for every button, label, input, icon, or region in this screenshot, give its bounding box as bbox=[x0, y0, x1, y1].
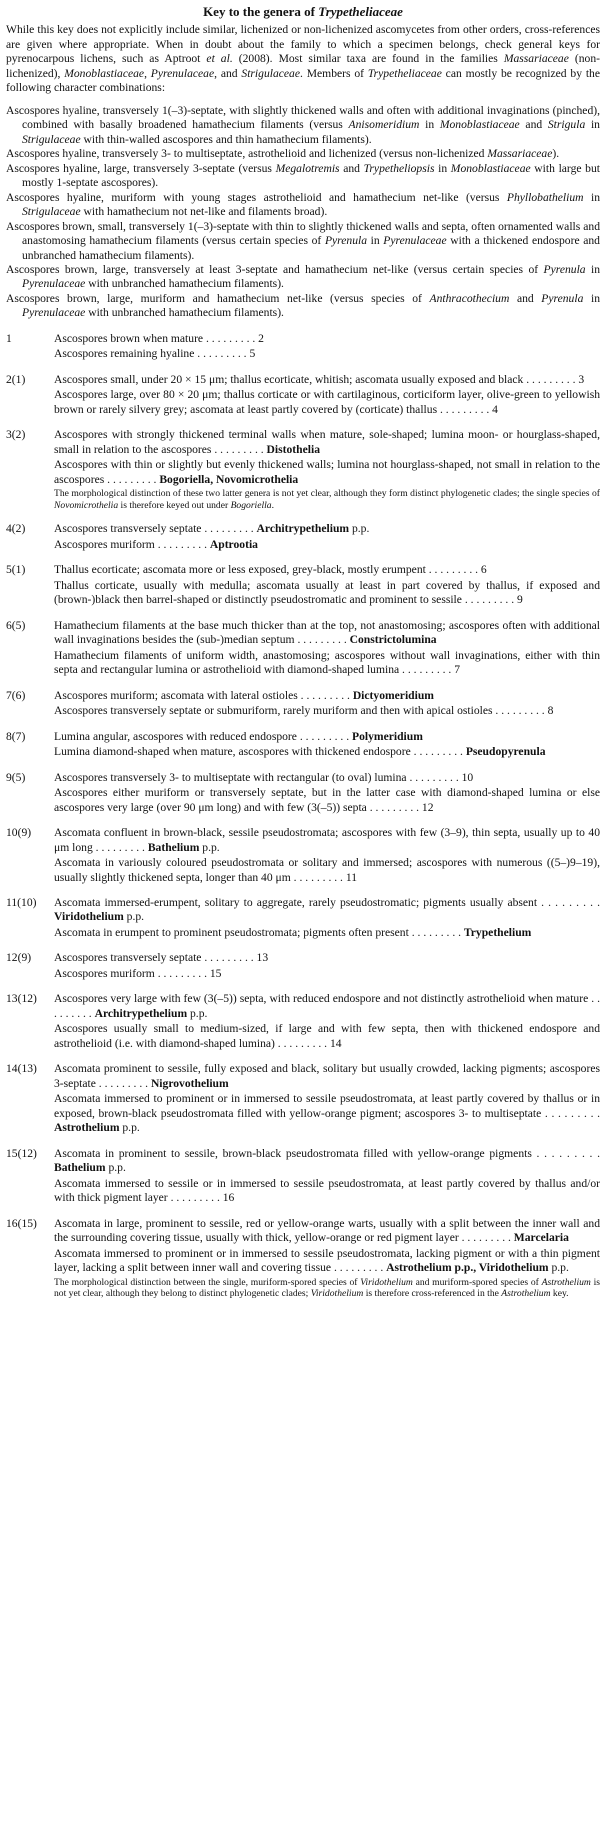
couplet-leads bbox=[54, 1062, 600, 1135]
leader-dots: . . . . . . . . . bbox=[107, 472, 160, 486]
key-couplet bbox=[6, 951, 600, 981]
couplet-leads bbox=[54, 332, 600, 362]
key-lead bbox=[54, 332, 600, 346]
leader-dots: . . . . . . . . . bbox=[300, 688, 353, 702]
lead-destination: Bogoriella, Novomicrothelia bbox=[159, 472, 299, 486]
lead-destination: Dictyomeridium bbox=[352, 688, 434, 702]
key-lead bbox=[54, 704, 600, 718]
lead-suffix: p.p. bbox=[123, 910, 145, 924]
lead-suffix: p.p. bbox=[187, 1006, 208, 1020]
key-couplet bbox=[6, 1062, 600, 1135]
key-couplet bbox=[6, 730, 600, 760]
couplet-leads bbox=[54, 1217, 600, 1300]
couplet-number: 4(2) bbox=[6, 522, 26, 536]
lead-text: Ascospores muriform; ascomata with lateral ostioles bbox=[54, 688, 298, 702]
key-lead bbox=[54, 1147, 600, 1176]
lead-text: Ascospores transversely 3- to multiseptate with rectangular (to oval) lumina bbox=[54, 770, 407, 784]
key-couplet bbox=[6, 428, 600, 511]
lead-suffix: p.p. bbox=[119, 1121, 140, 1135]
key-note: The morphological distinction of these two latter genera is not yet clear, although they form distinct phylogenetic clades; the single species of Novomicrothelia is therefore keyed out under Bogoriella. bbox=[54, 488, 600, 511]
lead-destination: 4 bbox=[492, 402, 498, 416]
lead-destination: 7 bbox=[454, 663, 461, 677]
combination-item: Ascospores hyaline, large, transversely 3-septate (versus Megalotremis and Trypetheliopsis in Monoblastiaceae with large but mostly 1-septate ascospores). bbox=[6, 161, 600, 190]
couplet-number: 1 bbox=[6, 331, 12, 345]
lead-destination: 9 bbox=[517, 593, 523, 607]
couplet-number: 9(5) bbox=[6, 770, 26, 784]
leader-dots: . . . . . . . . . bbox=[541, 895, 600, 909]
lead-text: Ascospores very large with few (3(–5)) septa, with reduced endospore and not distinctly astrothelioid when mature bbox=[54, 992, 589, 1006]
couplet-leads bbox=[54, 1147, 600, 1206]
couplet-number: 16(15) bbox=[6, 1216, 37, 1230]
key-lead bbox=[54, 522, 600, 536]
lead-destination: Trypethelium bbox=[463, 925, 532, 939]
lead-destination: Architrypethelium bbox=[256, 522, 350, 536]
leader-dots: . . . . . . . . . bbox=[157, 966, 210, 980]
leader-dots: . . . . . . . . . bbox=[413, 745, 466, 759]
lead-destination: 16 bbox=[222, 1191, 235, 1205]
lead-text: Ascomata immersed-erumpent, solitary to aggregate, rarely pseudostromatic; pigments usually absent bbox=[54, 895, 538, 909]
key-lead bbox=[54, 458, 600, 487]
key-lead bbox=[54, 1247, 600, 1276]
leader-dots: . . . . . . . . . bbox=[299, 729, 353, 743]
key-lead bbox=[54, 1092, 600, 1135]
lead-text: Ascospores usually small to medium-sized, if large and with few septa, then with thickened endospore and astrothelioid (i.e. with diamond-shaped lumina) bbox=[54, 1022, 600, 1050]
combination-item: Ascospores hyaline, transversely 1(–3)-septate, with slightly thickened walls and often with additional invaginations (pinched), combined with basally broadened hamathecium filaments (versus Anisomeridium in Monoblastiaceae and Strigula in Strigulaceae with thin-walled ascospores and thin hamathecium filaments). bbox=[6, 103, 600, 146]
leader-dots: . . . . . . . . . bbox=[402, 663, 455, 677]
lead-text: Ascospores transversely septate bbox=[54, 522, 202, 536]
key-couplet bbox=[6, 689, 600, 719]
lead-destination: Astrothelium p.p., Viridothelium bbox=[386, 1261, 549, 1275]
couplet-number: 14(13) bbox=[6, 1062, 37, 1076]
leader-dots: . . . . . . . . . bbox=[461, 1231, 514, 1245]
leader-dots: . . . . . . . . . bbox=[411, 925, 464, 939]
lead-destination: 6 bbox=[480, 563, 487, 577]
leader-dots: . . . . . . . . . bbox=[204, 522, 257, 536]
lead-destination: Aptrootia bbox=[209, 537, 258, 551]
lead-text: Ascomata in large, prominent to sessile, red or yellow-orange warts, usually with a split between the inner wall and the surrounding covering tissue, usually with thick, yellow-orange or red pigment layer bbox=[54, 1216, 600, 1245]
lead-text: Thallus corticate, usually with medulla; ascomata usually at least in part covered by thallus, if exposed and (brown-)black then barrel-shaped or distinctly pseudostromatic and prominent to sessile bbox=[54, 578, 600, 607]
key-lead bbox=[54, 896, 600, 925]
lead-text: Ascospores transversely septate bbox=[54, 951, 202, 965]
key-lead bbox=[54, 1217, 600, 1246]
lead-text: Ascomata in variously coloured pseudostromata or solitary and immersed; ascospores with numerous ((5–)9–19), usually slightly thickened septa, longer than 40 μm bbox=[54, 856, 600, 884]
lead-destination: Polymeridium bbox=[352, 729, 423, 743]
key-couplet bbox=[6, 826, 600, 885]
leader-dots: . . . . . . . . . bbox=[204, 951, 257, 965]
lead-destination: 8 bbox=[547, 704, 554, 718]
leader-dots: . . . . . . . . . bbox=[428, 563, 481, 577]
lead-text: Ascomata in prominent to sessile, brown-black pseudostromata filled with yellow-orange pigments bbox=[54, 1146, 532, 1160]
key-couplet bbox=[6, 896, 600, 940]
lead-suffix: p.p. bbox=[105, 1161, 126, 1175]
key-lead bbox=[54, 967, 600, 981]
leader-dots: . . . . . . . . . bbox=[464, 593, 518, 607]
couplet-leads bbox=[54, 428, 600, 511]
key-couplet bbox=[6, 1147, 600, 1206]
key-lead bbox=[54, 730, 600, 744]
leader-dots: . . . . . . . . . bbox=[495, 704, 548, 718]
lead-destination: 3 bbox=[578, 372, 585, 386]
lead-text: Ascomata immersed to prominent or in immersed to sessile pseudostromata, at least partly covered by thallus or in exposed, brown-black pseudostromata filled with yellow-orange pigment; ascospores 3- to multiseptate bbox=[54, 1092, 600, 1120]
key-couplet bbox=[6, 771, 600, 815]
lead-text: Ascomata immersed to prominent or in immersed to sessile pseudostromata, lacking pigment or with a thin pigment layer, lacking a split between inner wall and covering tissue bbox=[54, 1246, 600, 1275]
lead-destination: 11 bbox=[345, 870, 358, 884]
key-couplet bbox=[6, 992, 600, 1051]
leader-dots: . . . . . . . . . bbox=[293, 870, 346, 884]
lead-text: Thallus ecorticate; ascomata more or less exposed, grey-black, mostly erumpent bbox=[54, 563, 426, 577]
lead-text: Lumina angular, ascospores with reduced endospore bbox=[54, 729, 297, 743]
lead-text: Ascomata in erumpent to prominent pseudostromata; pigments often present bbox=[54, 925, 409, 939]
lead-suffix: p.p. bbox=[349, 522, 370, 536]
key-couplet bbox=[6, 373, 600, 417]
key-lead bbox=[54, 992, 600, 1021]
lead-text: Hamathecium filaments of uniform width, anastomosing; ascospores without wall invaginations, either with thin septa and rectangular lumina or astrothelioid with diamond-shaped lumina bbox=[54, 648, 600, 677]
couplet-leads bbox=[54, 992, 600, 1051]
leader-dots: . . . . . . . . . bbox=[409, 770, 462, 784]
character-combinations bbox=[6, 104, 600, 321]
key-couplet bbox=[6, 1217, 600, 1300]
lead-suffix: p.p. bbox=[199, 840, 220, 854]
lead-text: Ascomata immersed to sessile or in immersed to sessile pseudostromata, at least partly covered by thallus and/or with thick pigment layer bbox=[54, 1176, 600, 1205]
lead-text: Ascospores muriform bbox=[54, 966, 155, 980]
lead-destination: Pseudopyrenula bbox=[465, 745, 546, 759]
leader-dots: . . . . . . . . . bbox=[98, 1076, 151, 1090]
couplet-number: 3(2) bbox=[6, 428, 26, 442]
lead-destination: 2 bbox=[258, 331, 264, 345]
leader-dots: . . . . . . . . . bbox=[544, 1106, 600, 1120]
combination-item: Ascospores hyaline, muriform with young stages astrothelioid and hamathecium net-like (versus Phyllobathelium in Strigulaceae with hamathecium not net-like and filaments broad). bbox=[6, 190, 601, 219]
lead-text: Ascospores brown when mature bbox=[54, 331, 204, 345]
lead-destination: 14 bbox=[329, 1036, 342, 1050]
title-genus: Trypetheliaceae bbox=[318, 4, 403, 19]
combination-item: Ascospores brown, small, transversely 1(–3)-septate with thin to slightly thickened walls and septa, often ornamented walls and anastomosing hamathecium filaments (versus certain species of Pyrenula in Pyrenulaceae with a thickened endospore and unbranched hamathecium filaments). bbox=[6, 219, 600, 262]
lead-destination: Architrypethelium bbox=[94, 1006, 188, 1020]
lead-destination: Bathelium bbox=[54, 1161, 106, 1175]
lead-text: Ascospores muriform bbox=[54, 537, 155, 551]
lead-destination: Marcelaria bbox=[513, 1231, 569, 1245]
key-lead bbox=[54, 373, 600, 387]
leader-dots: . . . . . . . . . bbox=[277, 1036, 330, 1050]
lead-destination: Nigrovothelium bbox=[150, 1076, 229, 1090]
couplet-leads bbox=[54, 771, 600, 815]
key-lead bbox=[54, 428, 600, 457]
leader-dots: . . . . . . . . . bbox=[333, 1261, 387, 1275]
couplet-number: 5(1) bbox=[6, 563, 26, 577]
key-lead bbox=[54, 745, 600, 759]
couplet-number: 12(9) bbox=[6, 951, 32, 965]
key-lead bbox=[54, 1022, 600, 1051]
leader-dots: . . . . . . . . . bbox=[205, 331, 259, 345]
lead-text: Ascospores with thin or slightly but evenly thickened walls; lumina not hourglass-shaped, not small in relation to the ascospores bbox=[54, 458, 600, 486]
key-note: The morphological distinction between the single, muriform-spored species of Viridothelium and muriform-spored species of Astrothelium is not yet clear, although they belong to distinct phylogenetic clades; Viridothelium is therefore cross-referenced in the Astrothelium key. bbox=[54, 1276, 600, 1300]
couplet-leads bbox=[54, 563, 600, 607]
lead-destination: Viridothelium bbox=[54, 910, 124, 924]
couplet-leads bbox=[54, 689, 600, 719]
key-couplet bbox=[6, 563, 600, 607]
key-lead bbox=[54, 951, 600, 965]
lead-text: Ascospores either muriform or transversely septate, but in the latter case with diamond-shaped lumina or else ascospores very large (over 90 μm long) and with few (3(–5)) septa bbox=[54, 786, 600, 814]
key-lead bbox=[54, 689, 600, 703]
lead-text: Hamathecium filaments at the base much thicker than at the top, not anastomosing; ascospores often with additional wall invaginations besides the (sub-)median septum bbox=[54, 618, 600, 647]
lead-text: Ascospores small, under 20 × 15 μm; thallus ecorticate, whitish; ascomata usually exposed and black bbox=[54, 372, 524, 386]
lead-text: Ascospores transversely septate or submuriform, rarely muriform and then with apical ostioles bbox=[54, 704, 493, 718]
couplet-leads bbox=[54, 951, 600, 981]
leader-dots: . . . . . . . . . bbox=[54, 992, 600, 1020]
key-lead bbox=[54, 786, 600, 815]
page-title bbox=[6, 4, 600, 20]
lead-destination: 12 bbox=[421, 800, 434, 814]
lead-text: Ascospores with strongly thickened terminal walls when mature, sole-shaped; lumina moon- or hourglass-shaped, small in relation to the ascospores bbox=[54, 428, 600, 456]
key-lead bbox=[54, 649, 600, 678]
couplet-number: 8(7) bbox=[6, 729, 26, 743]
lead-text: Lumina diamond-shaped when mature, ascospores with thickened endospore bbox=[54, 745, 411, 759]
key-lead bbox=[54, 563, 600, 577]
couplet-leads bbox=[54, 373, 600, 417]
lead-destination: 13 bbox=[256, 951, 269, 965]
leader-dots: . . . . . . . . . bbox=[536, 1146, 600, 1160]
key-couplet bbox=[6, 522, 600, 552]
key-lead bbox=[54, 926, 600, 940]
couplet-number: 2(1) bbox=[6, 372, 26, 386]
key-lead bbox=[54, 1177, 600, 1206]
lead-destination: Bathelium bbox=[147, 840, 200, 854]
combination-item: Ascospores hyaline, transversely 3- to multiseptate, astrothelioid and lichenized (versus non-lichenized Massariaceae). bbox=[6, 147, 560, 161]
key-lead bbox=[54, 771, 600, 785]
couplet-number: 11(10) bbox=[6, 895, 37, 909]
key-lead bbox=[54, 538, 600, 552]
combination-item: Ascospores brown, large, transversely at least 3-septate and hamathecium net-like (versus certain species of Pyrenula in Pyrenulaceae with unbranched hamathecium filaments). bbox=[6, 263, 600, 291]
intro-paragraph: While this key does not explicitly include similar, lichenized or non-lichenized ascomycetes from other orders, cross-references are given where appropriate. When in doubt about the family to which a specimen belongs, check general keys for pyrenocarpous lichens, such as Aptroot et al. (2008). Most similar taxa are found in the families Massariaceae (non-lichenized), Monoblastiaceae, Pyrenulaceae, and Strigulaceae. Members of Trypetheliaceae can mostly be recognized by the following character combinations: bbox=[6, 23, 600, 95]
couplet-number: 13(12) bbox=[6, 992, 37, 1006]
leader-dots: . . . . . . . . . bbox=[214, 442, 267, 456]
lead-text: Ascospores remaining hyaline bbox=[54, 347, 195, 361]
leader-dots: . . . . . . . . . bbox=[197, 347, 250, 361]
lead-destination: Distothelia bbox=[266, 442, 320, 456]
couplet-leads bbox=[54, 619, 600, 678]
key-lead bbox=[54, 856, 600, 885]
key-lead bbox=[54, 619, 600, 648]
lead-text: Ascomata prominent to sessile, fully exposed and black, solitary but usually crowded, lacking pigments; ascospores 3-septate bbox=[54, 1062, 600, 1090]
couplet-number: 10(9) bbox=[6, 826, 32, 840]
lead-destination: Constrictolumina bbox=[349, 633, 437, 647]
couplet-leads bbox=[54, 730, 600, 760]
couplet-leads bbox=[54, 826, 600, 885]
leader-dots: . . . . . . . . . bbox=[297, 633, 350, 647]
key-lead bbox=[54, 1062, 600, 1091]
dichotomous-key bbox=[6, 332, 600, 1300]
lead-suffix: p.p. bbox=[548, 1261, 569, 1275]
lead-text: Ascomata confluent in brown-black, sessile pseudostromata; ascospores with few (3–9), thin septa, usually up to 40 μm long bbox=[54, 826, 600, 854]
combination-item: Ascospores brown, large, muriform and hamathecium net-like (versus species of Anthracothecium and Pyrenula in Pyrenulaceae with unbranched hamathecium filaments). bbox=[6, 291, 600, 320]
key-lead bbox=[54, 826, 600, 855]
lead-destination: Astrothelium bbox=[54, 1121, 120, 1135]
leader-dots: . . . . . . . . . bbox=[95, 840, 148, 854]
key-couplet bbox=[6, 619, 600, 678]
couplet-number: 7(6) bbox=[6, 688, 26, 702]
lead-destination: 15 bbox=[209, 966, 222, 980]
couplet-number: 15(12) bbox=[6, 1146, 37, 1160]
key-lead bbox=[54, 579, 600, 608]
key-couplet bbox=[6, 332, 600, 362]
lead-destination: 10 bbox=[461, 770, 474, 784]
leader-dots: . . . . . . . . . bbox=[440, 402, 493, 416]
couplet-number: 6(5) bbox=[6, 618, 26, 632]
couplet-leads bbox=[54, 896, 600, 940]
leader-dots: . . . . . . . . . bbox=[170, 1191, 223, 1205]
lead-text: Ascospores large, over 80 × 20 μm; thallus corticate or with cartilaginous, corticiform layer, olive-green to yellowish brown or rarely silvery grey; ascomata at least partly covered by (corticate) thallus bbox=[54, 388, 600, 416]
leader-dots: . . . . . . . . . bbox=[157, 537, 210, 551]
couplet-leads bbox=[54, 522, 600, 552]
key-lead bbox=[54, 347, 600, 361]
key-lead bbox=[54, 388, 600, 417]
lead-destination: 5 bbox=[249, 347, 256, 361]
leader-dots: . . . . . . . . . bbox=[369, 800, 422, 814]
title-prefix: Key to the genera of bbox=[203, 4, 319, 19]
leader-dots: . . . . . . . . . bbox=[526, 372, 579, 386]
